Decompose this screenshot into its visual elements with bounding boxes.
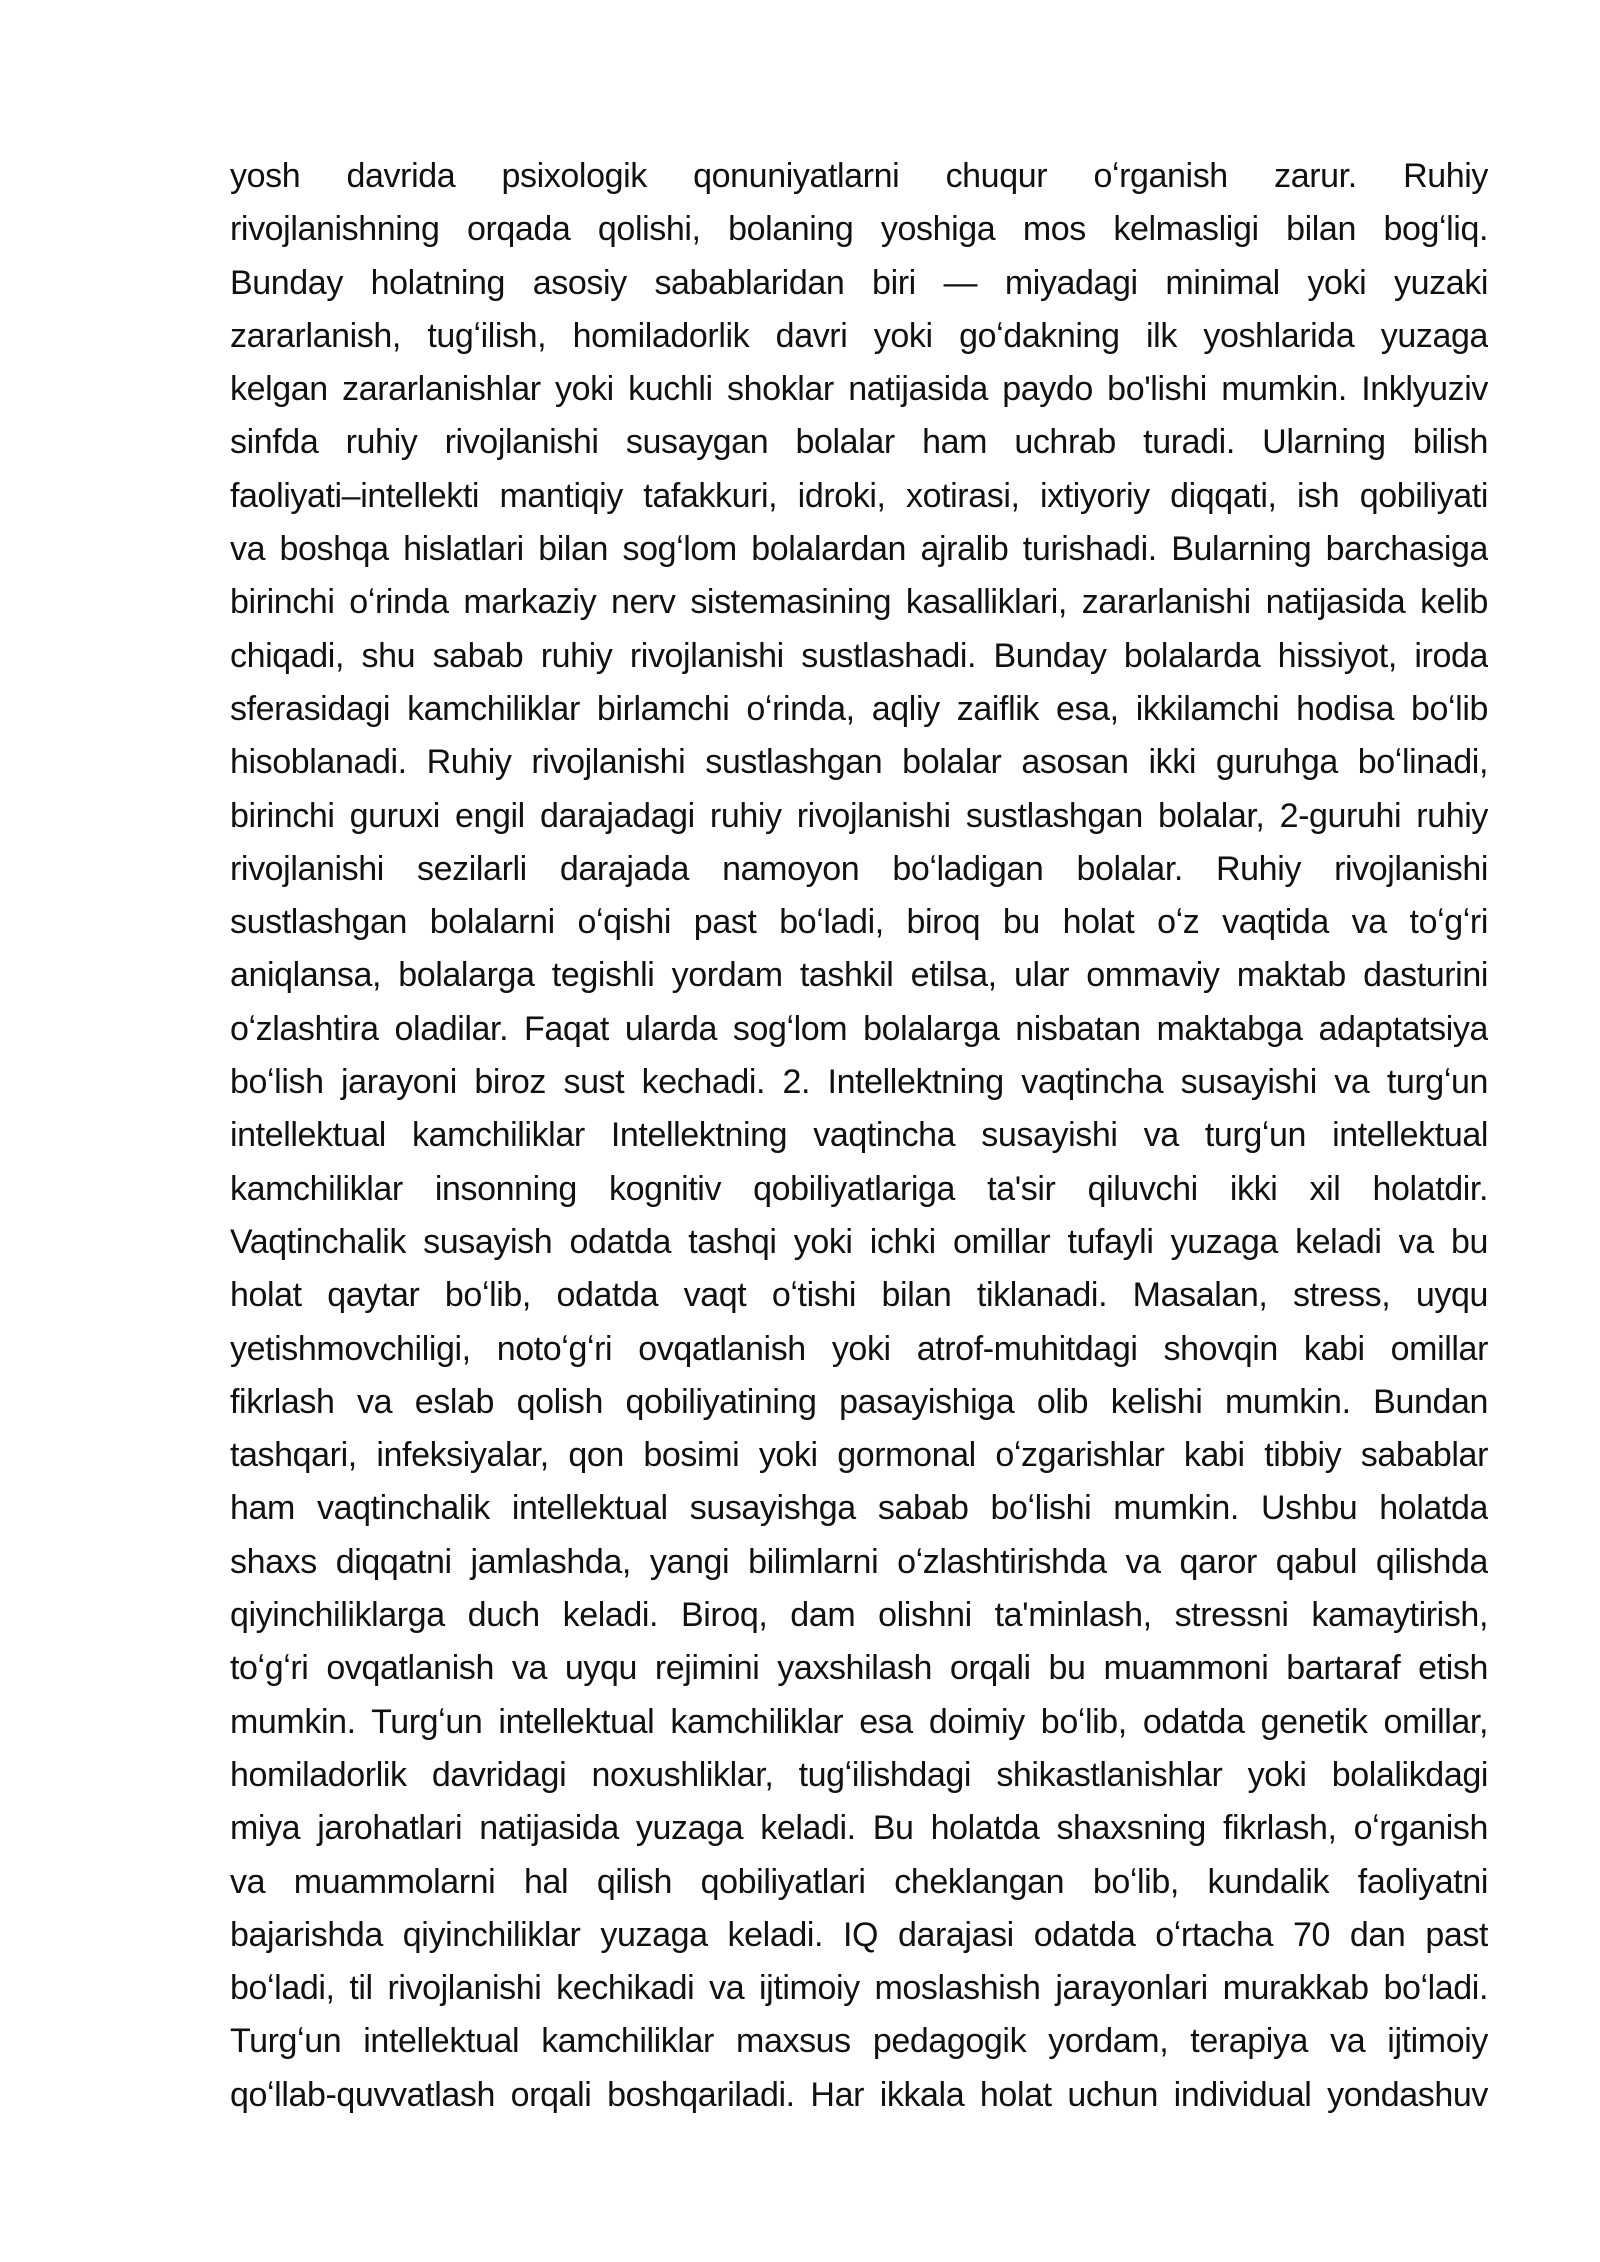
text-line: faoliyati–intellekti mantiqiy tafakkuri, idroki, xotirasi, ixtiyoriy diqqati, ish qobiliyati xyxy=(230,476,1488,515)
text-line: yosh davrida psixologik qonuniyatlarni chuqur oʻrganish zarur. Ruhiy xyxy=(230,157,1488,195)
text-line: Bunday holatning asosiy sabablaridan biri — miyadagi minimal yoki yuzaki xyxy=(230,263,1488,302)
text-line: Vaqtinchalik susayish odatda tashqi yoki ichki omillar tufayli yuzaga keladi va bu xyxy=(230,1222,1488,1261)
text-line: qiyinchiliklarga duch keladi. Biroq, dam olishni ta'minlash, stressni kamaytirish, xyxy=(230,1596,1488,1635)
text-line: ham vaqtinchalik intellektual susayishga sabab boʻlishi mumkin. Ushbu holatda xyxy=(230,1489,1488,1528)
text-line: birinchi guruxi engil darajadagi ruhiy rivojlanishi sustlashgan bolalar, 2-guruhi ruhiy xyxy=(230,796,1488,835)
text-line: va muammolarni hal qilish qobiliyatlari cheklangan boʻlib, kundalik faoliyatni xyxy=(230,1862,1488,1901)
text-line: yetishmovchiligi, notoʻgʻri ovqatlanish yoki atrof-muhitdagi shovqin kabi omillar xyxy=(230,1329,1488,1368)
text-line: qoʻllab-quvvatlash orqali boshqariladi. Har ikkala holat uchun individual yondashuv xyxy=(230,2075,1488,2114)
text-line: zararlanish, tugʻilish, homiladorlik davri yoki goʻdakning ilk yoshlarida yuzaga xyxy=(230,316,1488,355)
text-line: miya jarohatlari natijasida yuzaga keladi. Bu holatda shaxsning fikrlash, oʻrganish xyxy=(230,1809,1488,1848)
text-line: oʻzlashtira oladilar. Faqat ularda sogʻlom bolalarga nisbatan maktabga adaptatsiya xyxy=(230,1009,1488,1048)
text-line: shaxs diqqatni jamlashda, yangi bilimlarni oʻzlashtirishda va qaror qabul qilishda xyxy=(230,1542,1488,1581)
text-line: tashqari, infeksiyalar, qon bosimi yoki gormonal oʻzgarishlar kabi tibbiy sabablar xyxy=(230,1436,1488,1475)
text-line: toʻgʻri ovqatlanish va uyqu rejimini yaxshilash orqali bu muammoni bartaraf etish xyxy=(230,1649,1488,1688)
text-line: hisoblanadi. Ruhiy rivojlanishi sustlashgan bolalar asosan ikki guruhga boʻlinadi, xyxy=(230,743,1488,782)
text-line: fikrlash va eslab qolish qobiliyatining pasayishiga olib kelishi mumkin. Bundan xyxy=(230,1382,1488,1421)
text-line: chiqadi, shu sabab ruhiy rivojlanishi sustlashadi. Bunday bolalarda hissiyot, iroda xyxy=(230,636,1488,675)
text-line: sinfda ruhiy rivojlanishi susaygan bolalar ham uchrab turadi. Ularning bilish xyxy=(230,423,1488,462)
text-line: birinchi oʻrinda markaziy nerv sistemasining kasalliklari, zararlanishi natijasida kelib xyxy=(230,583,1488,622)
text-line: mumkin. Turgʻun intellektual kamchiliklar esa doimiy boʻlib, odatda genetik omillar, xyxy=(230,1702,1488,1741)
text-line: rivojlanishning orqada qolishi, bolaning yoshiga mos kelmasligi bilan bogʻliq. xyxy=(230,210,1488,249)
text-line: kamchiliklar insonning kognitiv qobiliyatlariga ta'sir qiluvchi ikki xil holatdir. xyxy=(230,1169,1488,1208)
text-line: sustlashgan bolalarni oʻqishi past boʻladi, biroq bu holat oʻz vaqtida va toʻgʻri xyxy=(230,903,1488,942)
text-line: kelgan zararlanishlar yoki kuchli shoklar natijasida paydo bo'lishi mumkin. Inklyuziv xyxy=(230,370,1488,409)
text-line: sferasidagi kamchiliklar birlamchi oʻrinda, aqliy zaiflik esa, ikkilamchi hodisa boʻlib xyxy=(230,689,1488,728)
text-line: holat qaytar boʻlib, odatda vaqt oʻtishi bilan tiklanadi. Masalan, stress, uyqu xyxy=(230,1276,1488,1315)
text-line: bajarishda qiyinchiliklar yuzaga keladi. IQ darajasi odatda oʻrtacha 70 dan past xyxy=(230,1915,1488,1954)
text-line: boʻladi, til rivojlanishi kechikadi va ijtimoiy moslashish jarayonlari murakkab boʻladi. xyxy=(230,1969,1488,2008)
text-line: intellektual kamchiliklar Intellektning vaqtincha susayishi va turgʻun intellektual xyxy=(230,1116,1488,1155)
text-line: aniqlansa, bolalarga tegishli yordam tashkil etilsa, ular ommaviy maktab dasturini xyxy=(230,956,1488,995)
text-line: Turgʻun intellektual kamchiliklar maxsus pedagogik yordam, terapiya va ijtimoiy xyxy=(230,2022,1488,2061)
text-line: homiladorlik davridagi noxushliklar, tugʻilishdagi shikastlanishlar yoki bolalikdagi xyxy=(230,1755,1488,1794)
body-text xyxy=(230,150,1488,2122)
text-line: boʻlish jarayoni biroz sust kechadi. 2. Intellektning vaqtincha susayishi va turgʻun xyxy=(230,1063,1488,1102)
text-line: rivojlanishi sezilarli darajada namoyon boʻladigan bolalar. Ruhiy rivojlanishi xyxy=(230,849,1488,888)
text-line: va boshqa hislatlari bilan sogʻlom bolalardan ajralib turishadi. Bularning barchasiga xyxy=(230,530,1488,569)
